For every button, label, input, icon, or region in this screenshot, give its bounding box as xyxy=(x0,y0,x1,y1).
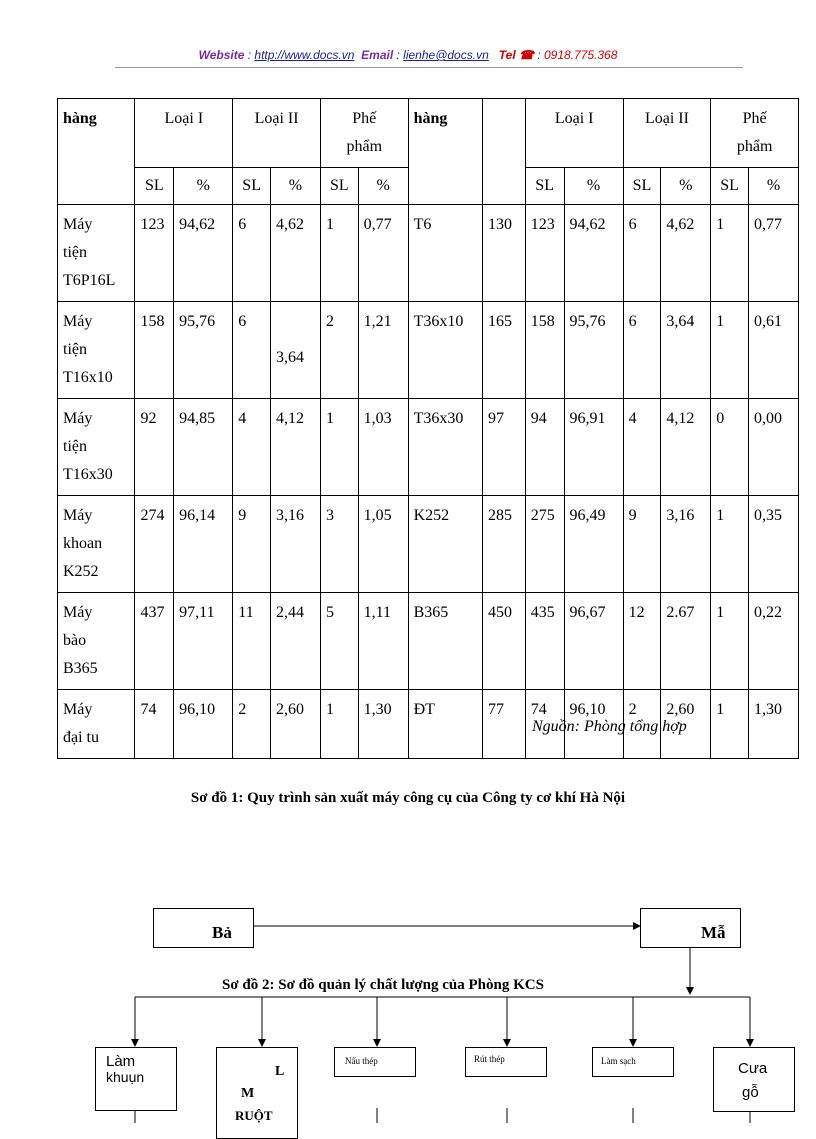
sub-sl: SL xyxy=(233,168,271,205)
row-code: T36x10 xyxy=(408,302,482,399)
table-header-row xyxy=(58,99,799,168)
box-lam-sach-label: Làm sạch xyxy=(601,1056,636,1066)
row-cell-rsl2: 4 xyxy=(623,399,661,496)
header-rule xyxy=(115,67,743,68)
row-total: 285 xyxy=(482,496,525,593)
sub-pct: % xyxy=(564,168,623,205)
row-cell-p3: 1,03 xyxy=(358,399,408,496)
quality-table xyxy=(57,98,799,759)
row-cell-sl2: 4 xyxy=(233,399,271,496)
row-cell-rsl3: 1 xyxy=(711,690,749,759)
row-total: 77 xyxy=(482,690,525,759)
row-cell-sl2: 11 xyxy=(233,593,271,690)
sub-pct: % xyxy=(174,168,233,205)
email-link[interactable]: lienhe@docs.vn xyxy=(403,48,489,62)
row-machine-name xyxy=(58,399,135,496)
row-total: 130 xyxy=(482,205,525,302)
row-cell-sl3: 3 xyxy=(320,496,358,593)
row-cell-rp2: 2.67 xyxy=(661,593,711,690)
row-cell-rsl2: 6 xyxy=(623,205,661,302)
col-phe-left: Phế phẩm xyxy=(320,99,408,168)
col-total-right xyxy=(482,99,525,205)
row-cell-sl1: 274 xyxy=(135,496,174,593)
row-cell-rp2: 4,12 xyxy=(661,399,711,496)
row-cell-p2: 4,12 xyxy=(270,399,320,496)
row-name-line: Máy xyxy=(63,701,93,718)
row-name-line: K252 xyxy=(63,563,99,580)
row-cell-sl2: 6 xyxy=(233,302,271,399)
sub-sl: SL xyxy=(623,168,661,205)
row-cell-p2: 3,16 xyxy=(270,496,320,593)
sub-pct: % xyxy=(661,168,711,205)
row-name-line: Máy xyxy=(63,313,93,330)
row-name-line: Máy xyxy=(63,410,93,427)
row-cell-p1: 96,10 xyxy=(174,690,233,759)
row-cell-p3: 1,05 xyxy=(358,496,408,593)
row-code: ĐT xyxy=(408,690,482,759)
row-total: 165 xyxy=(482,302,525,399)
box-lam-khuon xyxy=(95,1047,177,1111)
row-cell-sl2: 9 xyxy=(233,496,271,593)
sub-pct: % xyxy=(270,168,320,205)
row-cell-rp2: 3,64 xyxy=(661,302,711,399)
row-cell-rsl1: 74 xyxy=(525,690,564,759)
row-code: T36x30 xyxy=(408,399,482,496)
col-loai2-left: Loại II xyxy=(233,99,321,168)
row-cell-rsl3: 1 xyxy=(711,302,749,399)
row-cell-p1: 95,76 xyxy=(174,302,233,399)
col-hang-left: hàng xyxy=(58,99,135,205)
row-cell-p2: 2,44 xyxy=(270,593,320,690)
box-top-left xyxy=(153,908,254,948)
sub-sl: SL xyxy=(320,168,358,205)
row-name-line: tiện xyxy=(63,341,87,358)
box-nau-thep-label: Nấu thép xyxy=(345,1056,378,1066)
row-cell-sl1: 437 xyxy=(135,593,174,690)
box-b2-l: L xyxy=(275,1064,285,1079)
row-code: T6 xyxy=(408,205,482,302)
diagram1-caption: Sơ đồ 1: Quy trình sản xuất máy công cụ của Công ty cơ khí Hà Nội xyxy=(190,790,626,806)
row-cell-sl1: 123 xyxy=(135,205,174,302)
col-loai2-right: Loại II xyxy=(623,99,711,168)
row-name-line: T16x30 xyxy=(63,466,113,483)
row-cell-sl3: 1 xyxy=(320,399,358,496)
website-label: Website xyxy=(198,48,245,62)
tel-label: Tel xyxy=(498,48,516,62)
row-cell-p1: 97,11 xyxy=(174,593,233,690)
row-cell-p2: 2,60 xyxy=(270,690,320,759)
box-cua-go-line1: Cưa xyxy=(738,1060,768,1077)
col-loai1-left: Loại I xyxy=(135,99,233,168)
table-row xyxy=(58,205,799,302)
col-phe-right: Phế phẩm xyxy=(711,99,799,168)
row-name-line: Máy xyxy=(63,216,93,233)
sub-pct: % xyxy=(358,168,408,205)
row-machine-name xyxy=(58,593,135,690)
table-row xyxy=(58,399,799,496)
sub-sl: SL xyxy=(711,168,749,205)
row-cell-rsl3: 1 xyxy=(711,496,749,593)
row-cell-rp3: 0,22 xyxy=(748,593,798,690)
email-label: Email xyxy=(361,48,394,62)
row-cell-rsl2: 9 xyxy=(623,496,661,593)
tel-number: 0918.775.368 xyxy=(543,48,618,62)
box-b2-r: RUỘT xyxy=(235,1108,273,1123)
row-cell-p1: 94,85 xyxy=(174,399,233,496)
box-cua-go xyxy=(713,1047,795,1112)
row-cell-rp3: 0,00 xyxy=(748,399,798,496)
row-cell-sl3: 5 xyxy=(320,593,358,690)
box-top-left-label: Bả xyxy=(212,923,232,942)
row-name-line: Máy xyxy=(63,604,93,621)
row-name-line: bào xyxy=(63,632,87,649)
row-machine-name xyxy=(58,205,135,302)
row-cell-rsl3: 1 xyxy=(711,205,749,302)
box-b2-m: M xyxy=(241,1086,255,1101)
row-name-line: đại tu xyxy=(63,729,99,746)
phone-icon: ☎ xyxy=(519,48,534,62)
row-cell-sl3: 2 xyxy=(320,302,358,399)
row-cell-sl1: 92 xyxy=(135,399,174,496)
row-cell-p1: 96,14 xyxy=(174,496,233,593)
box-nau-thep xyxy=(334,1047,416,1077)
row-cell-sl3: 1 xyxy=(320,690,358,759)
row-name-line: T6P16L xyxy=(63,272,116,289)
row-cell-p3: 1,21 xyxy=(358,302,408,399)
row-machine-name xyxy=(58,496,135,593)
row-cell-rsl1: 435 xyxy=(525,593,564,690)
row-name-line: Máy xyxy=(63,507,93,524)
row-cell-rsl3: 0 xyxy=(711,399,749,496)
row-cell-rp1: 95,76 xyxy=(564,302,623,399)
table-row xyxy=(58,302,799,399)
row-cell-rsl2: 2 xyxy=(623,690,661,759)
page-header: Website : http://www.docs.vn Email : lienhe@docs.vn Tel ☎ : 0918.775.368 xyxy=(198,48,618,62)
sub-sl: SL xyxy=(525,168,564,205)
row-cell-p3: 0,77 xyxy=(358,205,408,302)
box-top-right-label: Mẫ xyxy=(701,923,726,942)
row-cell-rp3: 0,77 xyxy=(748,205,798,302)
row-name-line: T16x10 xyxy=(63,369,113,386)
row-cell-sl2: 6 xyxy=(233,205,271,302)
table-row xyxy=(58,593,799,690)
row-cell-p3: 1,11 xyxy=(358,593,408,690)
row-cell-p1: 94,62 xyxy=(174,205,233,302)
row-machine-name xyxy=(58,302,135,399)
row-cell-rp2: 2,60 xyxy=(661,690,711,759)
box-lam-sach xyxy=(592,1047,674,1077)
box-rut-thep xyxy=(465,1047,547,1077)
sub-pct: % xyxy=(748,168,798,205)
row-cell-rp1: 96,10 xyxy=(564,690,623,759)
box-lam-khuon-line1: Làm xyxy=(106,1053,136,1070)
box-lam-mau-ruot xyxy=(216,1047,298,1139)
col-hang-right: hàng xyxy=(408,99,482,205)
box-rut-thep-label: Rút thép xyxy=(474,1054,505,1064)
row-machine-name xyxy=(58,690,135,759)
row-cell-rsl2: 6 xyxy=(623,302,661,399)
box-cua-go-line2: gỗ xyxy=(742,1084,759,1101)
row-cell-p2: 3,64 xyxy=(270,302,320,399)
table-row xyxy=(58,690,799,759)
row-cell-rp3: 1,30 xyxy=(748,690,798,759)
row-cell-rsl1: 275 xyxy=(525,496,564,593)
row-cell-rsl1: 94 xyxy=(525,399,564,496)
row-cell-rsl1: 123 xyxy=(525,205,564,302)
source-note: Nguồn: Phòng tổng hợp xyxy=(532,718,687,735)
row-cell-sl3: 1 xyxy=(320,205,358,302)
col-loai1-right: Loại I xyxy=(525,99,623,168)
row-code: K252 xyxy=(408,496,482,593)
row-cell-rp1: 94,62 xyxy=(564,205,623,302)
row-cell-rp2: 3,16 xyxy=(661,496,711,593)
row-cell-rsl1: 158 xyxy=(525,302,564,399)
row-total: 97 xyxy=(482,399,525,496)
table-row xyxy=(58,496,799,593)
row-total: 450 xyxy=(482,593,525,690)
row-cell-rp3: 0,35 xyxy=(748,496,798,593)
row-name-line: tiện xyxy=(63,438,87,455)
row-cell-rp1: 96,67 xyxy=(564,593,623,690)
row-cell-p2: 4,62 xyxy=(270,205,320,302)
row-name-line: B365 xyxy=(63,660,98,677)
row-cell-sl1: 158 xyxy=(135,302,174,399)
box-lam-khuon-line2: khuụn xyxy=(106,1069,145,1085)
row-name-line: khoan xyxy=(63,535,103,552)
row-cell-rp1: 96,49 xyxy=(564,496,623,593)
row-name-line: tiện xyxy=(63,244,87,261)
row-cell-rsl2: 12 xyxy=(623,593,661,690)
row-cell-rp2: 4,62 xyxy=(661,205,711,302)
row-cell-sl2: 2 xyxy=(233,690,271,759)
row-cell-rp1: 96,91 xyxy=(564,399,623,496)
diagram2-caption: Sơ đồ 2: Sơ đồ quản lý chất lượng của Phòng KCS xyxy=(222,977,544,993)
row-cell-sl1: 74 xyxy=(135,690,174,759)
row-cell-rp3: 0,61 xyxy=(748,302,798,399)
row-cell-p3: 1,30 xyxy=(358,690,408,759)
row-cell-rsl3: 1 xyxy=(711,593,749,690)
box-top-right xyxy=(640,908,741,948)
row-code: B365 xyxy=(408,593,482,690)
sub-sl: SL xyxy=(135,168,174,205)
website-link[interactable]: http://www.docs.vn xyxy=(254,48,355,62)
